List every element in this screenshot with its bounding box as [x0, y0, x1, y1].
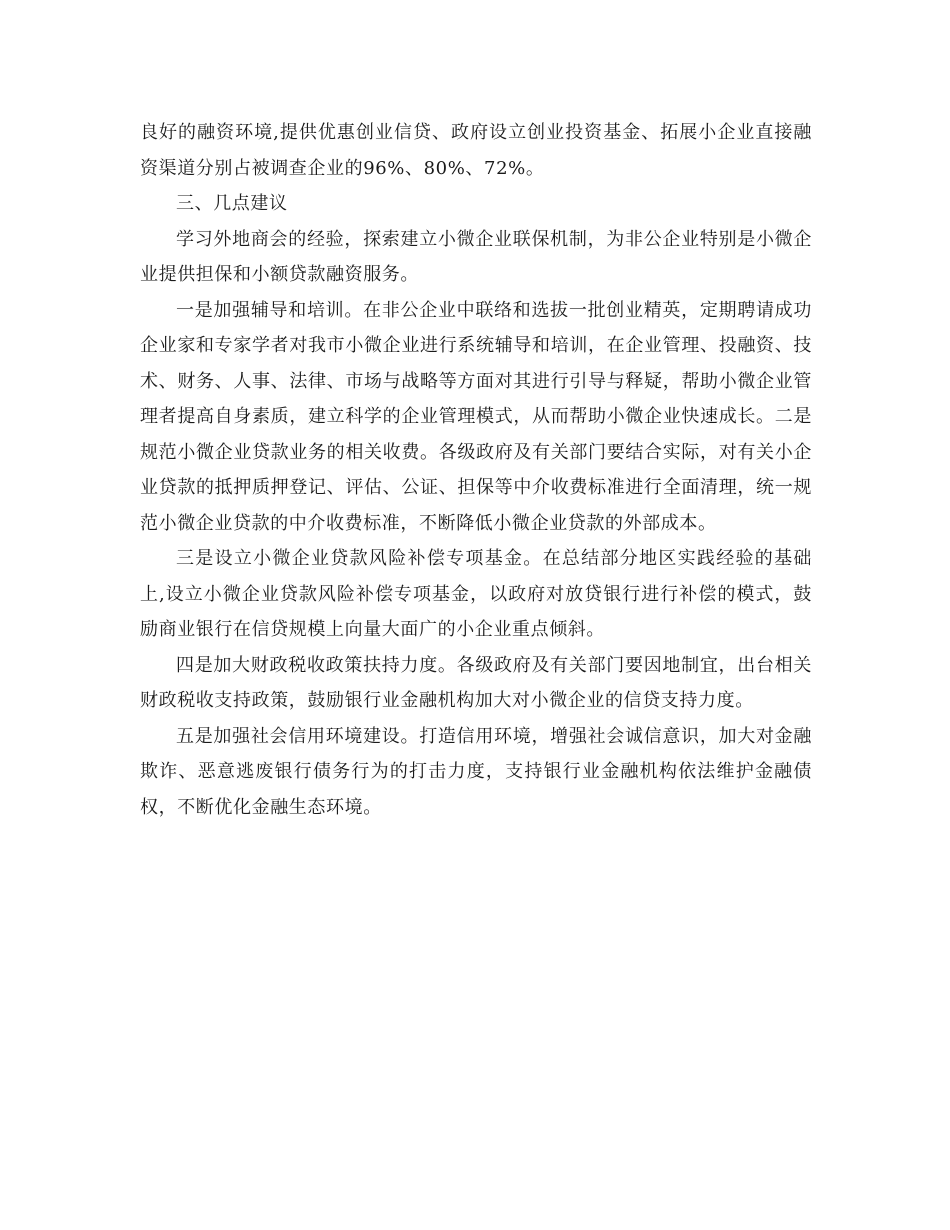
paragraph-financing-environment: 良好的融资环境,提供优惠创业信贷、政府设立创业投资基金、拓展小企业直接融资渠道分别占被调查企业的96%、80%、72%。	[140, 122, 812, 179]
section-heading-suggestions: 三、几点建议	[176, 193, 288, 214]
paragraph-fiscal-tax-support: 四是加大财政税收政策扶持力度。各级政府及有关部门要因地制宜，出台相关财政税收支持政策，鼓励银行业金融机构加大对小微企业的信贷支持力度。	[140, 654, 812, 711]
paragraph-risk-compensation-fund: 三是设立小微企业贷款风险补偿专项基金。在总结部分地区实践经验的基础上,设立小微企业贷款风险补偿专项基金，以政府对放贷银行进行补偿的模式，鼓励商业银行在信贷规模上向量大面广的小企业重点倾斜。	[140, 548, 812, 640]
paragraph-guidance-training: 一是加强辅导和培训。在非公企业中联络和选拔一批创业精英，定期聘请成功企业家和专家学者对我市小微企业进行系统辅导和培训，在企业管理、投融资、技术、财务、人事、法律、市场与战略等方面对其进行引导与释疑，帮助小微企业管理者提高自身素质，建立科学的企业管理模式，从而帮助小微企业快速成长。二是规范小微企业贷款业务的相关收费。各级政府及有关部门要结合实际，对有关小企业贷款的抵押质押登记、评估、公证、担保等中介收费标准进行全面清理，统一规范小微企业贷款的中介收费标准，不断降低小微企业贷款的外部成本。	[140, 299, 812, 534]
paragraph-credit-environment: 五是加强社会信用环境建设。打造信用环境，增强社会诚信意识，加大对金融欺诈、恶意逃废银行债务行为的打击力度，支持银行业金融机构依法维护金融债权，不断优化金融生态环境。	[140, 725, 812, 818]
document-body	[140, 115, 812, 825]
paragraph-joint-guarantee: 学习外地商会的经验，探索建立小微企业联保机制，为非公企业特别是小微企业提供担保和小额贷款融资服务。	[140, 228, 812, 285]
